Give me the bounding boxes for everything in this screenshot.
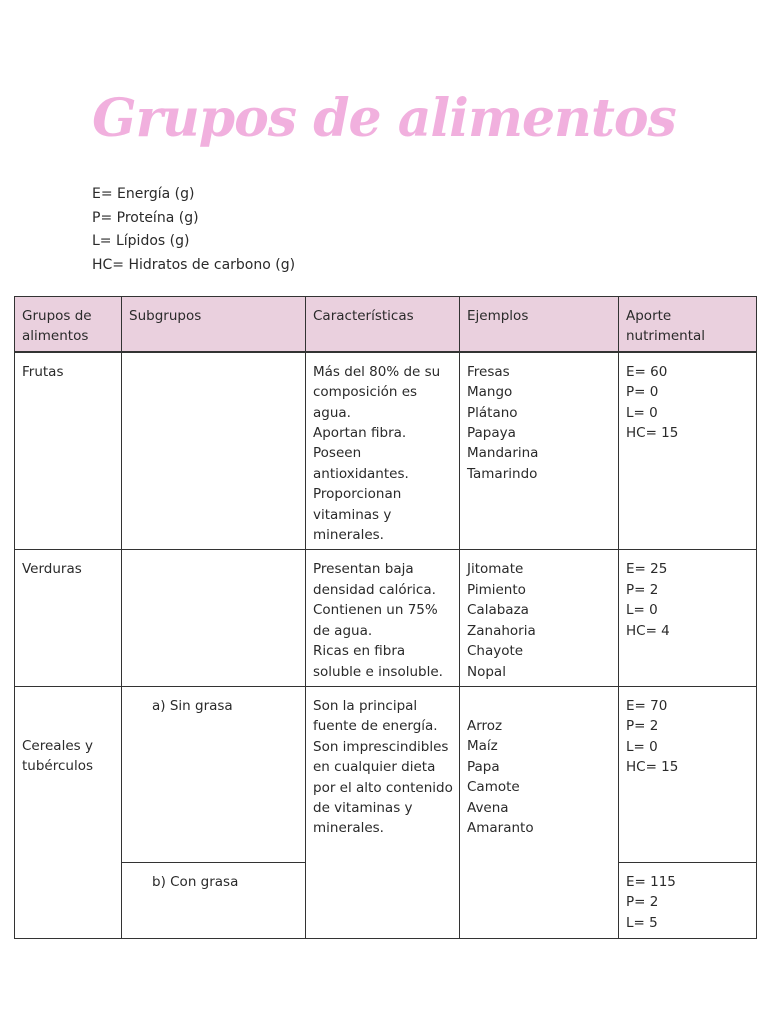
legend-protein: P= Proteína (g) [92, 209, 199, 226]
cell-grupo [15, 686, 122, 938]
header-ejemplos: Ejemplos [460, 297, 619, 352]
cell-subgrupo [122, 550, 306, 686]
legend-energy: E= Energía (g) [92, 186, 195, 202]
table-header-row [15, 297, 757, 352]
cell-ejemplos: Arroz Maíz Papa Camote Avena Amaranto [460, 686, 619, 938]
cell-subgrupo-a: a) Sin grasa [122, 686, 306, 862]
cell-aporte: E= 25 P= 2 L= 0 HC= 4 [619, 550, 757, 686]
legend [92, 183, 295, 277]
table-row [15, 686, 757, 862]
cell-grupo: Frutas [15, 352, 122, 550]
cell-caracteristicas: Presentan baja densidad calórica. Contienen un 75% de agua. Ricas en fibra soluble e insoluble. [306, 550, 460, 686]
cell-aporte-b: E= 115 P= 2 L= 5 [619, 862, 757, 938]
legend-lipids: L= Lípidos (g) [92, 233, 190, 249]
cell-grupo-label: Cereales y tubérculos [22, 737, 94, 775]
cell-aporte-a: E= 70 P= 2 L= 0 HC= 15 [619, 686, 757, 862]
table-row [15, 550, 757, 686]
cell-subgrupo [122, 352, 306, 550]
cell-aporte: E= 60 P= 0 L= 0 HC= 15 [619, 352, 757, 550]
legend-carbs: HC= Hidratos de carbono (g) [92, 256, 296, 273]
cell-caracteristicas: Son la principal fuente de energía. Son imprescindibles en cualquier dieta por el alto contenido de vitaminas y minerales. [306, 686, 460, 938]
cell-ejemplos: Fresas Mango Plátano Papaya Mandarina Tamarindo [460, 352, 619, 550]
cell-ejemplos: Jitomate Pimiento Calabaza Zanahoria Chayote Nopal [460, 550, 619, 686]
table-row [15, 352, 757, 550]
header-caracteristicas: Características [306, 297, 460, 352]
food-groups-table [14, 296, 757, 939]
cell-grupo: Verduras [15, 550, 122, 686]
cell-subgrupo-b: b) Con grasa [122, 862, 306, 938]
page-title: Grupos de alimentos [92, 88, 676, 149]
header-aporte: Aporte nutrimental [619, 297, 757, 352]
header-grupo: Grupos de alimentos [15, 297, 122, 352]
header-subgrupo: Subgrupos [122, 297, 306, 352]
cell-caracteristicas: Más del 80% de su composición es agua. Aportan fibra. Poseen antioxidantes. Proporcionan vitaminas y minerales. [306, 352, 460, 550]
